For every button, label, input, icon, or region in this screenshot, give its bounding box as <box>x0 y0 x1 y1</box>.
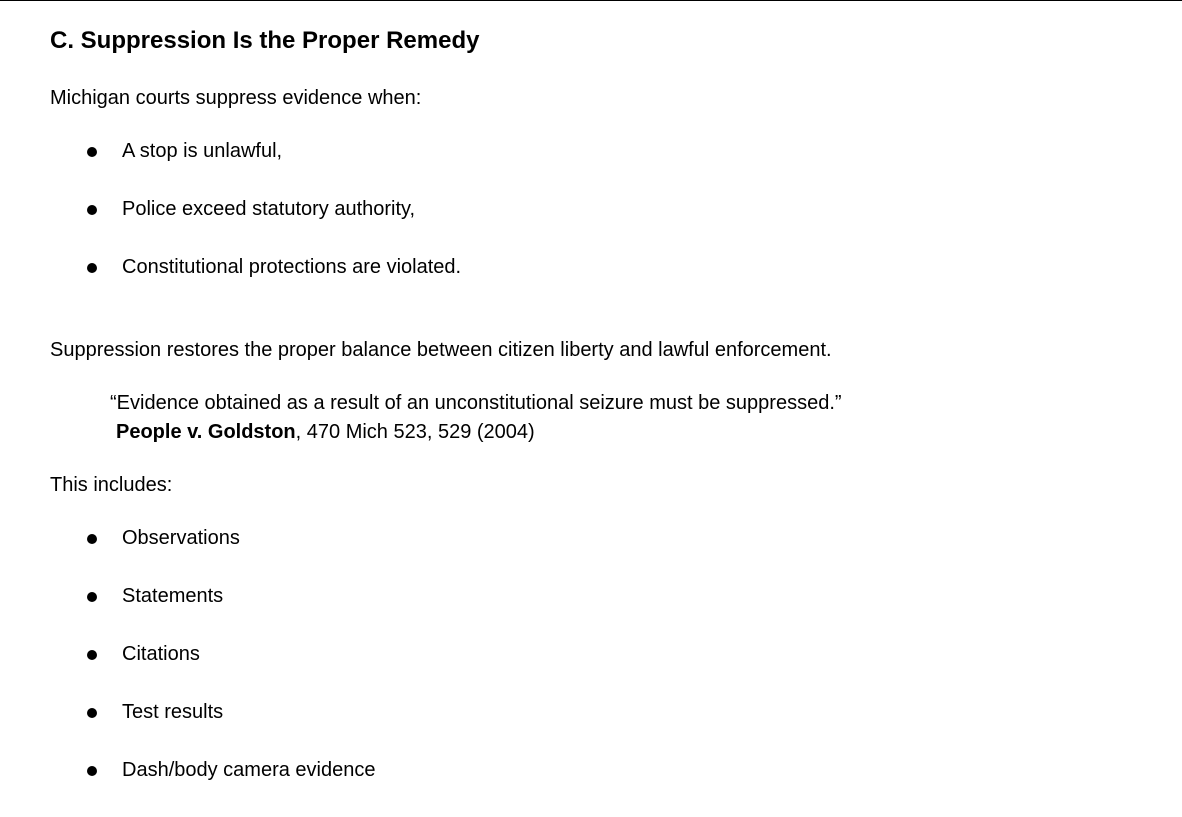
bullet-icon <box>87 534 97 544</box>
bullet-icon <box>87 147 97 157</box>
list-item-text: Citations <box>122 643 200 665</box>
case-quote <box>110 389 842 447</box>
bullet-icon <box>87 708 97 718</box>
bullet-icon <box>87 205 97 215</box>
list-item-text: Observations <box>122 527 240 549</box>
includes-paragraph: This includes: <box>50 474 173 496</box>
list-item-text: A stop is unlawful, <box>122 140 283 162</box>
quote-text: “Evidence obtained as a result of an unconstitutional seizure must be suppressed.” <box>110 392 842 414</box>
bullet-icon <box>87 263 97 273</box>
list-item-text: Police exceed statutory authority, <box>122 198 416 220</box>
list-item-text: Dash/body camera evidence <box>122 759 376 781</box>
case-name: People v. Goldston <box>116 421 296 443</box>
list-item-text: Statements <box>122 585 224 607</box>
balance-paragraph: Suppression restores the proper balance between citizen liberty and lawful enforcement. <box>50 339 832 361</box>
section-heading: C. Suppression Is the Proper Remedy <box>50 27 480 54</box>
top-border-line <box>0 0 1182 1</box>
bullet-icon <box>87 766 97 776</box>
intro-paragraph: Michigan courts suppress evidence when: <box>50 87 422 109</box>
bullet-icon <box>87 592 97 602</box>
case-reporter-citation: , 470 Mich 523, 529 (2004) <box>295 421 535 443</box>
list-item-text: Test results <box>122 701 224 723</box>
bullet-icon <box>87 650 97 660</box>
list-item-text: Constitutional protections are violated. <box>122 256 462 278</box>
case-citation <box>110 418 842 447</box>
